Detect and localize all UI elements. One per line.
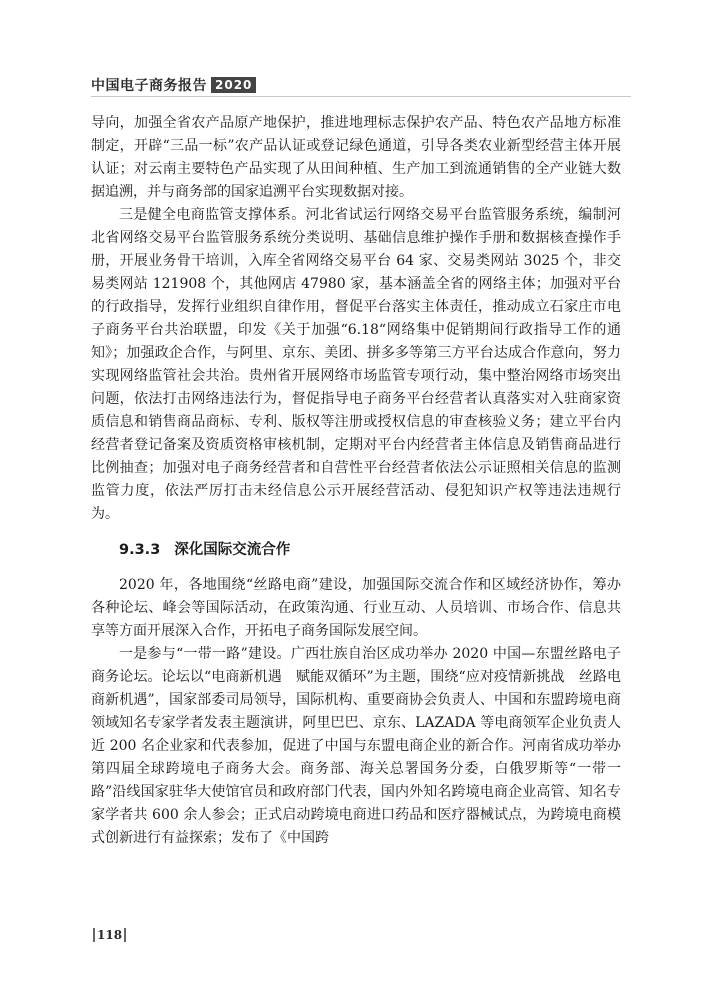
header-divider — [91, 96, 631, 97]
paragraph-supervision: 三是健全电商监管支撑体系。河北省试运行网络交易平台监管服务系统，编制河北省网络交易平台监管服务系统分类说明、基础信息维护操作手册和数据核查操作手册，开展业务骨干培训，入库全省网络交易平台 64 家、交易类网站 3025 个，非交易类网站 121908 个，其他网店 47980 家，基本涵盖全省的网络主体；加强对平台的行政指导，发挥行业组织自律作用，督促平台落实主体责任，推动成立石家庄市电子商务平台共治联盟，印发《关于加强“6.18“网络集中促销期间行政指导工作的通知》；加强政企合作，与阿里、京东、美团、拼多多等第三方平台达成合作意向，努力实现网络监管社会共治。贵州省开展网络市场监管专项行动，集中整治网络市场突出问题，依法打击网络违法行为，督促指导电子商务平台经营者认真落实对入驻商家资质信息和销售商品商标、专利、版权等注册或授权信息的审查核验义务；建立平台内经营者登记备案及资质资格审核机制，定期对平台内经营者主体信息及销售商品进行比例抽查；加强对电子商务经营者和自营性平台经营者依法公示证照相关信息的监测监管力度，依法严厉打击未经信息公示开展经营活动、侵犯知识产权等违法违规行为。 — [91, 207, 621, 522]
page-number-left-bar — [93, 928, 95, 942]
page-body — [91, 112, 621, 850]
paragraph-belt-and-road: 一是参与“一带一路”建设。广西壮族自治区成功举办 2020 中国—东盟丝路电子商务论坛。论坛以“电商新机遇 赋能双循环”为主题，围绕“应对疫情新挑战 丝路电商新机遇”，国家部委司局领导，国际机构、重要商协会负责人、中国和东盟跨境电商领域知名专家学者发表主题演讲，阿里巴巴、京东、LAZADA 等电商领军企业负责人近 200 名企业家和代表参加，促进了中国与东盟电商企业的新合作。河南省成功举办第四届全球跨境电子商务大会。商务部、海关总署国务分委，白俄罗斯等“一带一路”沿线国家驻华大使馆官员和政府部门代表，国内外知名跨境电商企业高管、知名专家学者共 600 余人参会；正式启动跨境电商进口药品和医疗器械试点，为跨境电商模式创新进行有益探索；发布了《中国跨 — [91, 646, 621, 846]
paragraph-continuation: 导向，加强全省农产品原产地保护，推进地理标志保护农产品、特色农产品地方标准制定，开辟“三品一标”农产品认证或登记绿色通道，引导各类农业新型经营主体开展认证；对云南主要特色产品实现了从田间种植、生产加工到流通销售的全产业链大数据追溯，并与商务部的国家追溯平台实现数据对接。 — [91, 115, 621, 200]
section-heading — [91, 538, 621, 562]
page-number — [91, 928, 128, 942]
report-title: 中国电子商务报告 — [91, 78, 207, 94]
page-number-value: 118 — [97, 928, 123, 942]
section-title: 深化国际交流合作 — [174, 542, 291, 558]
running-header — [91, 75, 256, 95]
report-year-badge: 2020 — [211, 77, 256, 93]
page-number-right-bar — [124, 928, 126, 942]
paragraph-intro-international: 2020 年，各地围绕“丝路电商”建设，加强国际交流合作和区域经济协作，筹办各种论坛、峰会等国际活动，在政策沟通、行业互动、人员培训、市场合作、信息共享等方面开展深入合作，开拓电子商务国际发展空间。 — [91, 577, 621, 639]
section-number: 9.3.3 — [119, 542, 161, 558]
